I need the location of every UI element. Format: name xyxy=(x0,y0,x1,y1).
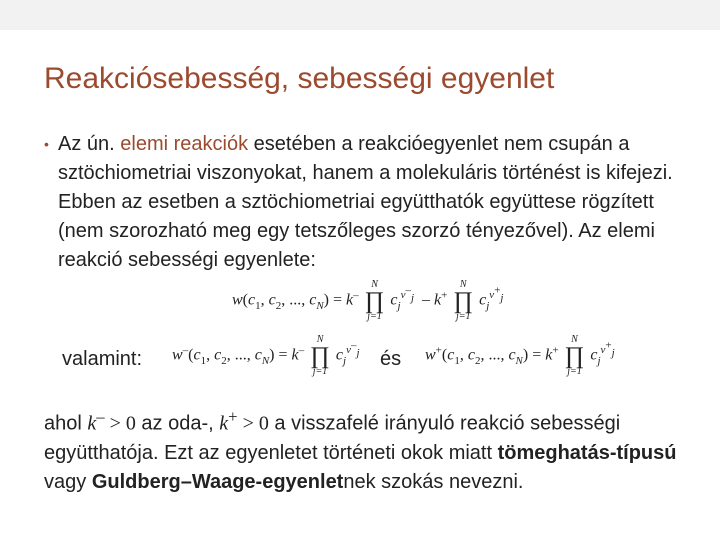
product-symbol: N ∏ j=1 xyxy=(310,334,330,377)
bottom-text: a visszafelé irányuló reakció sebességi együtthatója. Ezt az egyenletet történeti okok miatt xyxy=(44,412,621,464)
slide-title: Reakciósebesség, sebességi egyenlet xyxy=(44,62,555,95)
bold-term-1: tömeghatás-típusú xyxy=(497,441,677,464)
bullet-highlight: elemi reakciók xyxy=(120,133,249,155)
bullet-text xyxy=(58,130,684,275)
es-label: és xyxy=(380,348,402,370)
formula-main: $w(c_1$, $c_2$, ..., $c_N) = k^-$ N ∏ j=1 $c_j^{\nu^-_j} - k^+$ N ∏ j=1 $c_j^{\nu^+_j}$ xyxy=(232,279,504,322)
k-minus-sup: – xyxy=(96,407,105,426)
k-minus-cond: > 0 xyxy=(104,412,136,435)
bottom-text: nek szokás nevezni. xyxy=(343,470,524,493)
formula-plus: $w^+(c_1$, $c_2$, ..., $c_N) = k^+$ N ∏ j=1 $c_j^{\nu^+_j}$ xyxy=(425,334,615,377)
bullet-prefix: Az ún. xyxy=(58,133,121,155)
explanation-paragraph xyxy=(44,402,684,497)
bold-term-2: Guldberg–Waage-egyenlet xyxy=(91,470,344,493)
valamint-label: valamint: xyxy=(62,348,143,370)
k-plus-sup: + xyxy=(228,407,238,426)
k-plus-cond: > 0 xyxy=(237,412,269,435)
product-symbol: N ∏ j=1 xyxy=(564,334,585,377)
product-symbol: N ∏ j=1 xyxy=(364,279,385,322)
bullet-paragraph xyxy=(44,130,684,275)
top-band xyxy=(0,0,720,30)
formula-minus: $w^-(c_1$, $c_2$, ..., $c_N) = k^-$ N ∏ j=1 $c_j^{\nu^-_j}$ xyxy=(172,334,360,377)
bottom-text: az oda-, xyxy=(135,412,220,435)
bottom-text: vagy xyxy=(44,470,92,493)
bullet-body: esetében a reakcióegyenlet nem csupán a sztöchiometriai viszonyokat, hanem a molekuláris történést is kifejezi. Ebben az esetben a sztöchiometriai együtthatók együttese rögzített (nem szorozható meg egy tetszőleges szorzó tényezővel). Az elemi reakció sebességi egyenlete: xyxy=(58,133,673,271)
product-symbol: N ∏ j=1 xyxy=(453,279,474,322)
k-plus: k xyxy=(219,412,229,435)
bullet-icon: • xyxy=(44,136,49,152)
k-minus: k xyxy=(87,412,97,435)
bottom-text: ahol xyxy=(44,412,88,435)
